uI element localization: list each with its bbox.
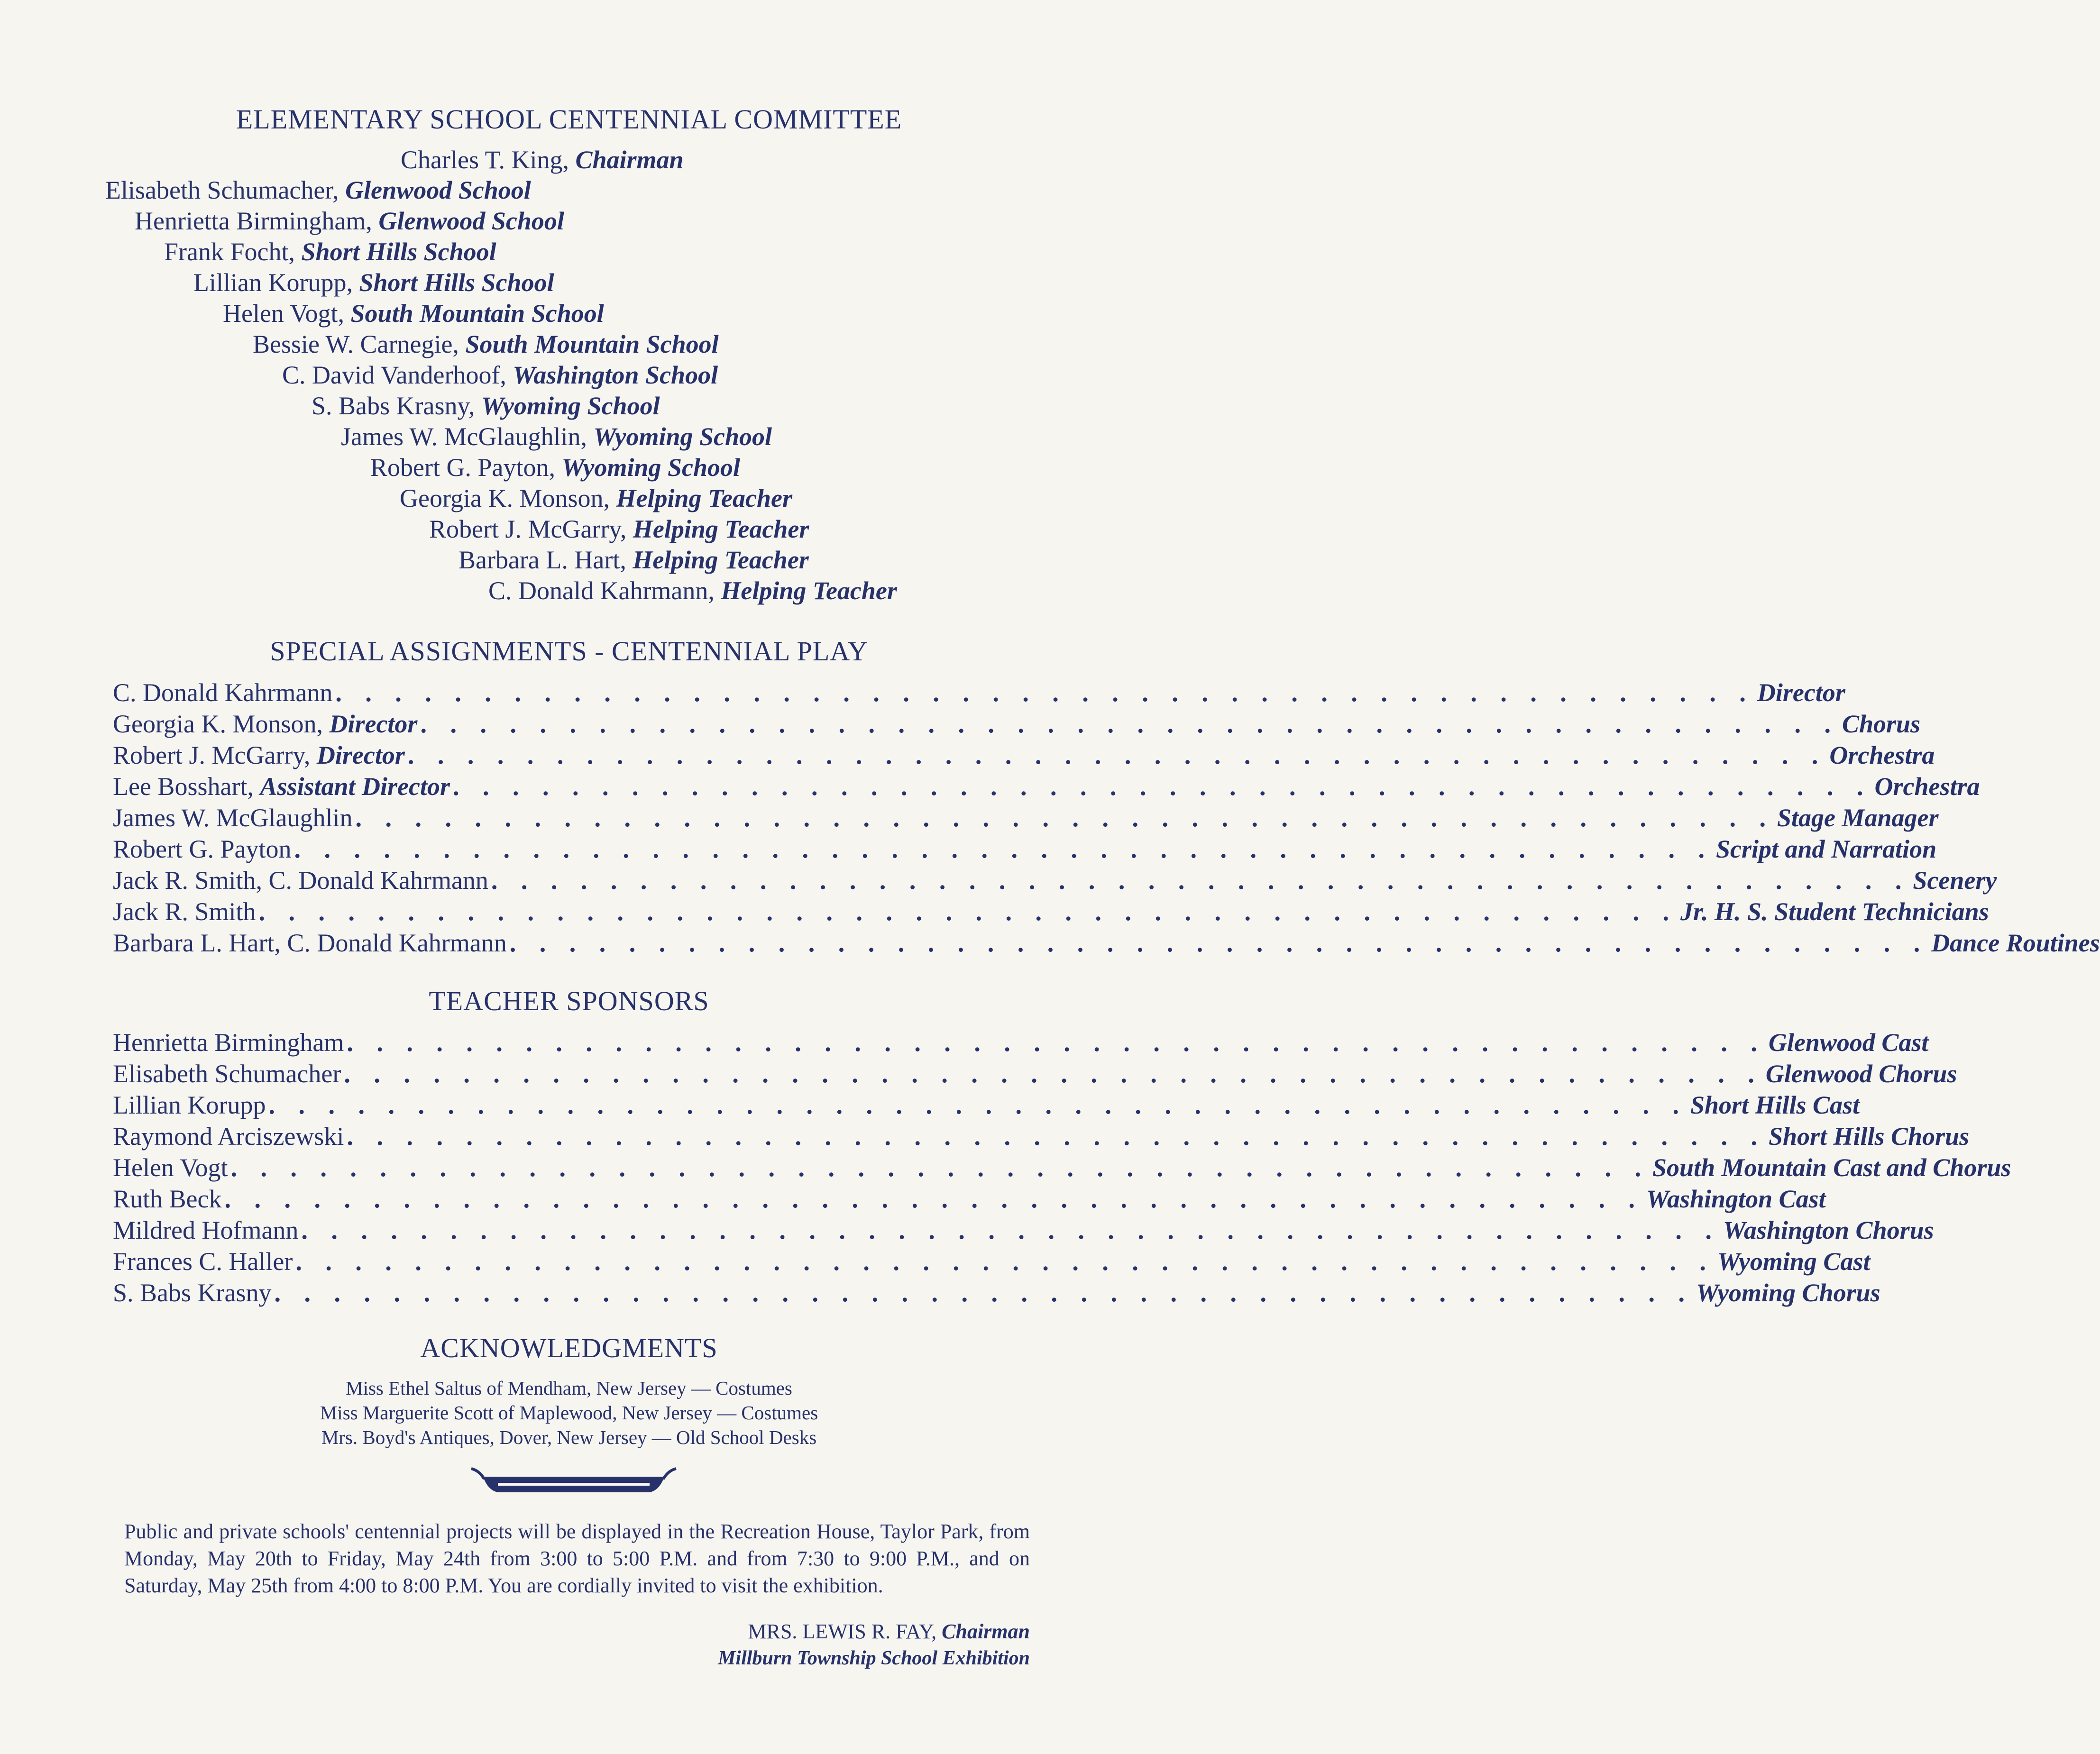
committee-member: Elisabeth Schumacher, Glenwood School xyxy=(105,176,531,204)
assignment-row: Robert G. Payton . . . . . . . . . . . . . . . . . . . . . . . . . . . . . . . . . . . . . . . . . . . . . . . . Script and Narration xyxy=(113,835,1937,863)
acknowledgment-line: Miss Ethel Saltus of Mendham, New Jersey — Costumes xyxy=(346,1377,792,1399)
committee-member: Frank Focht, Short Hills School xyxy=(164,238,496,266)
signature-organization: Millburn Township School Exhibition xyxy=(718,1647,1030,1669)
assignment-row: Georgia K. Monson, Director . . . . . . . . . . . . . . . . . . . . . . . . . . . . . . . . . . . . . . . . . . . . . . . . Chorus xyxy=(113,710,1921,738)
acknowledgment-line: Mrs. Boyd's Antiques, Dover, New Jersey — Old School Desks xyxy=(321,1426,817,1448)
committee-heading: ELEMENTARY SCHOOL CENTENNIAL COMMITTEE xyxy=(236,104,902,135)
assignment-row: Jack R. Smith, C. Donald Kahrmann . . . . . . . . . . . . . . . . . . . . . . . . . . . . . . . . . . . . . . . . . . . . . . . . Scenery xyxy=(113,866,1997,895)
committee-member: Charles T. King, Chairman xyxy=(401,146,684,174)
committee-member: S. Babs Krasny, Wyoming School xyxy=(312,392,660,420)
exhibition-notice: Public and private schools' centennial projects will be displayed in the Recreation House, Taylor Park, from Monday, May 20th to Friday, May 24th from 3:00 to 5:00 P.M. and from 7:30 to 9:00 P.M., and on Saturday, May 25th from 4:00 to 8:00 P.M. You are cordially invited to visit the exhibition. xyxy=(124,1520,1030,1597)
acknowledgments-heading: ACKNOWLEDGMENTS xyxy=(420,1333,718,1363)
committee-member: Helen Vogt, South Mountain School xyxy=(223,299,604,328)
sponsor-row: Lillian Korupp . . . . . . . . . . . . . . . . . . . . . . . . . . . . . . . . . . . . . . . . . . . . . . . . Short Hills Cast xyxy=(113,1091,1860,1119)
committee-member: C. David Vanderhoof, Washington School xyxy=(282,361,718,389)
sponsor-row: Raymond Arciszewski . . . . . . . . . . . . . . . . . . . . . . . . . . . . . . . . . . . . . . . . . . . . . . . . Short Hills Chorus xyxy=(113,1122,1970,1151)
assignment-row: James W. McGlaughlin . . . . . . . . . . . . . . . . . . . . . . . . . . . . . . . . . . . . . . . . . . . . . . . . Stage Manager xyxy=(113,804,1939,832)
committee-member: Robert J. McGarry, Helping Teacher xyxy=(429,515,809,543)
sponsor-row: Henrietta Birmingham . . . . . . . . . . . . . . . . . . . . . . . . . . . . . . . . . . . . . . . . . . . . . . . . Glenwood Cast xyxy=(113,1028,1929,1057)
assignment-row: Barbara L. Hart, C. Donald Kahrmann . . . . . . . . . . . . . . . . . . . . . . . . . . . . . . . . . . . . . . . . . . . . . . . . Dance Routines xyxy=(113,929,2100,957)
committee-member: Barbara L. Hart, Helping Teacher xyxy=(459,546,809,574)
committee-member: James W. McGlaughlin, Wyoming School xyxy=(341,422,772,451)
sponsor-row: S. Babs Krasny . . . . . . . . . . . . . . . . . . . . . . . . . . . . . . . . . . . . . . . . . . . . . . . . Wyoming Chorus xyxy=(113,1279,1880,1307)
teacher-sponsors-heading: TEACHER SPONSORS xyxy=(429,986,709,1016)
committee-member: Lillian Korupp, Short Hills School xyxy=(193,268,554,297)
committee-member: Henrietta Birmingham, Glenwood School xyxy=(135,207,564,235)
assignment-row: Robert J. McGarry, Director . . . . . . . . . . . . . . . . . . . . . . . . . . . . . . . . . . . . . . . . . . . . . . . . Orchestra xyxy=(113,741,1935,769)
sponsor-row: Ruth Beck . . . . . . . . . . . . . . . . . . . . . . . . . . . . . . . . . . . . . . . . . . . . . . . . Washington Cast xyxy=(113,1185,1826,1213)
committee-member: C. Donald Kahrmann, Helping Teacher xyxy=(488,576,897,605)
committee-member: Robert G. Payton, Wyoming School xyxy=(370,453,741,482)
committee-member: Georgia K. Monson, Helping Teacher xyxy=(400,484,792,512)
signature-line: MRS. LEWIS R. FAY, Chairman xyxy=(748,1620,1030,1643)
acknowledgment-line: Miss Marguerite Scott of Maplewood, New Jersey — Costumes xyxy=(320,1402,818,1424)
assignment-row: Lee Bosshart, Assistant Director . . . . . . . . . . . . . . . . . . . . . . . . . . . . . . . . . . . . . . . . . . . . . . . . Orchestra xyxy=(113,772,1980,801)
sponsor-row: Helen Vogt . . . . . . . . . . . . . . . . . . . . . . . . . . . . . . . . . . . . . . . . . . . . . . . . South Mountain Cast and Chorus xyxy=(113,1153,2011,1182)
ornament-divider-icon xyxy=(469,1466,678,1499)
assignment-row: C. Donald Kahrmann . . . . . . . . . . . . . . . . . . . . . . . . . . . . . . . . . . . . . . . . . . . . . . . . Director xyxy=(113,678,1845,707)
sponsor-row: Mildred Hofmann . . . . . . . . . . . . . . . . . . . . . . . . . . . . . . . . . . . . . . . . . . . . . . . . Washington Chorus xyxy=(113,1216,1934,1244)
committee-member: Bessie W. Carnegie, South Mountain School xyxy=(253,330,719,358)
special-assignments-heading: SPECIAL ASSIGNMENTS - CENTENNIAL PLAY xyxy=(270,636,868,667)
sponsor-row: Elisabeth Schumacher . . . . . . . . . . . . . . . . . . . . . . . . . . . . . . . . . . . . . . . . . . . . . . . . Glenwood Chorus xyxy=(113,1060,1957,1088)
assignment-row: Jack R. Smith . . . . . . . . . . . . . . . . . . . . . . . . . . . . . . . . . . . . . . . . . . . . . . . . Jr. H. S. Student Technicians xyxy=(113,897,1989,926)
sponsor-row: Frances C. Haller . . . . . . . . . . . . . . . . . . . . . . . . . . . . . . . . . . . . . . . . . . . . . . . . Wyoming Cast xyxy=(113,1247,1871,1276)
